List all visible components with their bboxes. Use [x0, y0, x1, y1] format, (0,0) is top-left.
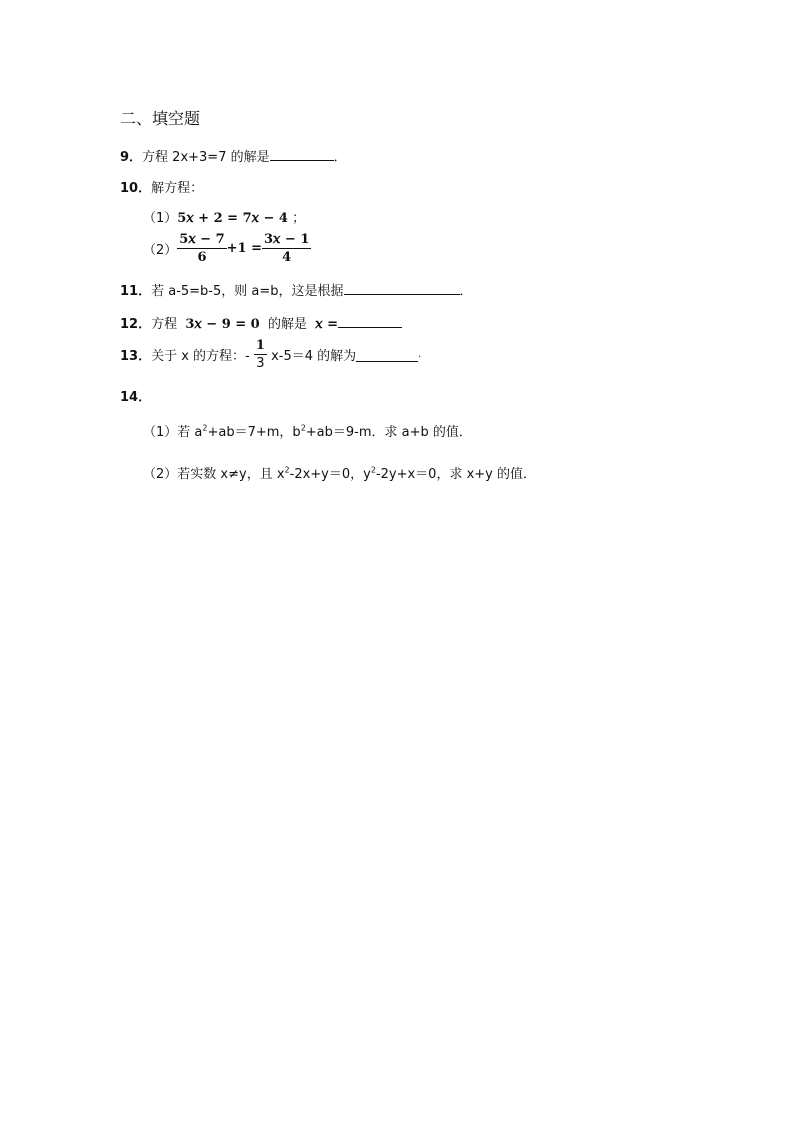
fraction-numerator: 3𝑥 − 1: [264, 232, 310, 247]
answer-blank[interactable]: [356, 348, 418, 362]
fraction-denominator: 4: [282, 250, 292, 265]
equation-middle: +1 =: [226, 241, 263, 256]
question-number: 13．: [120, 349, 152, 364]
part-text: +ab＝7+m，b: [207, 425, 301, 440]
question-end: .: [418, 349, 422, 360]
variable: 𝑥 =: [315, 317, 339, 332]
part-label: （1）: [143, 425, 178, 440]
question-14-part-2: [143, 463, 536, 482]
question-text: 关于 x 的方程：-: [151, 349, 250, 364]
question-text: 方程 2x+3=7 的解是: [142, 150, 270, 165]
part-text: -2x+y＝0，y: [289, 467, 371, 482]
question-text: 方程: [151, 317, 178, 332]
fraction-numerator: 1: [255, 338, 265, 353]
question-11: [120, 280, 473, 299]
superscript: 2: [202, 423, 208, 433]
fraction: [254, 338, 267, 371]
section-title: 二、填空题: [120, 109, 201, 128]
answer-blank[interactable]: [344, 281, 460, 295]
question-number: 12．: [120, 317, 152, 332]
question-number: 10．: [120, 181, 152, 196]
question-end: ．: [333, 150, 347, 165]
part-label: （2）: [143, 467, 178, 482]
fraction-left: [177, 232, 226, 265]
superscript: 2: [300, 423, 306, 433]
equation: 3𝑥 − 9 = 0: [185, 317, 260, 332]
question-text-2: 的解是: [268, 317, 308, 332]
part-text: 若 a: [177, 425, 203, 440]
question-text-2: x-5＝4 的解为: [271, 349, 357, 364]
answer-blank[interactable]: [270, 147, 334, 161]
part-text: -2y+x＝0，求 x+y 的值．: [375, 467, 536, 482]
question-13: [120, 338, 421, 371]
fraction-right: [262, 232, 311, 265]
part-label: （1）: [143, 211, 178, 226]
superscript: 2: [370, 465, 376, 475]
equation: 5𝑥 + 2 = 7𝑥 − 4: [177, 211, 288, 226]
question-number: 14．: [120, 390, 152, 405]
question-14: [120, 386, 151, 405]
question-end: ．: [459, 284, 473, 299]
superscript: 2: [284, 465, 290, 475]
question-text: 解方程：: [151, 181, 204, 196]
question-9: [120, 146, 347, 165]
part-label: （2）: [143, 243, 178, 258]
question-number: 9．: [120, 150, 143, 165]
question-14-part-1: [143, 421, 472, 440]
answer-blank[interactable]: [338, 314, 402, 328]
question-number: 11．: [120, 284, 152, 299]
question-10-part-1: [143, 207, 305, 226]
part-end: ；: [292, 211, 306, 226]
question-12: [120, 313, 402, 332]
fraction-denominator: 6: [197, 250, 207, 265]
question-10-part-2: [143, 232, 311, 265]
fraction-denominator: 3: [256, 356, 265, 371]
part-text: +ab＝9-m．求 a+b 的值．: [305, 425, 472, 440]
fraction-numerator: 5𝑥 − 7: [179, 232, 225, 247]
question-10: [120, 177, 203, 196]
question-text: 若 a-5=b-5，则 a=b，这是根据: [151, 284, 344, 299]
part-text: 若实数 x≠y，且 x: [177, 467, 285, 482]
